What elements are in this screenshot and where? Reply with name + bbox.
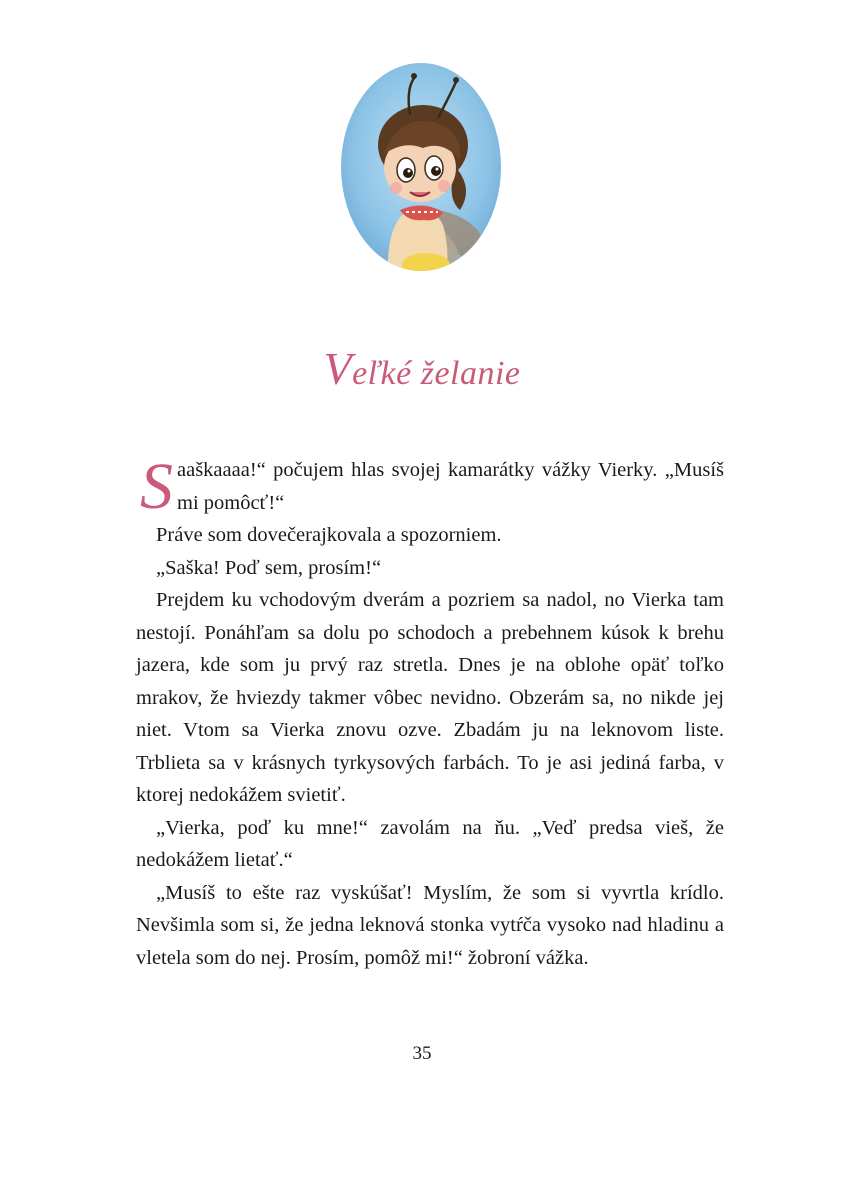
chapter-body <box>136 450 724 974</box>
drop-cap: S <box>140 450 173 523</box>
paragraph-2: Práve som dovečerajkovala a spozorniem. <box>156 524 502 546</box>
bee-girl-illustration <box>338 60 504 274</box>
chapter-title-initial: V <box>323 343 353 394</box>
chapter-illustration <box>338 60 504 274</box>
paragraph-1 <box>136 450 724 523</box>
page-number: 35 <box>412 1043 432 1064</box>
paragraph-text: aaškaaaa!“ počujem hlas svojej kamarátky vážky Vierky. „Musíš mi pomôcť!“ <box>177 459 724 514</box>
paragraph-6: „Musíš to ešte raz vyskúšať! Myslím, že som si vyvrtla krídlo. Nevšimla som si, že jedna leknová stonka vytŕča vysoko nad hladinu a vletela som do nej. Prosím, pomôž mi!“ žobroní vážka. <box>136 881 724 969</box>
paragraph-4: Prejdem ku vchodovým dverám a pozriem sa nadol, no Vierka tam nestojí. Ponáhľam sa dolu po schodoch a prebehnem kúsok k brehu jazera, kde som ju prvý raz stretla. Dnes je na oblohe opäť toľko mrakov, že hviezdy takmer vôbec nevidno. Obzerám sa, no nikde jej niet. Vtom sa Vierka znovu ozve. Zbadám ju na leknovom liste. Trblieta sa v krásnych tyrkysových farbách. To je asi jediná farba, v ktorej nedokážem svietiť. <box>136 589 724 806</box>
chapter-title-rest: eľké želanie <box>352 355 521 392</box>
chapter-title <box>0 342 844 395</box>
paragraph-3: „Saška! Poď sem, prosím!“ <box>156 556 382 579</box>
paragraph-5: „Vierka, poď ku mne!“ zavolám na ňu. „Veď predsa vieš, že nedokážem lietať.“ <box>136 816 724 871</box>
